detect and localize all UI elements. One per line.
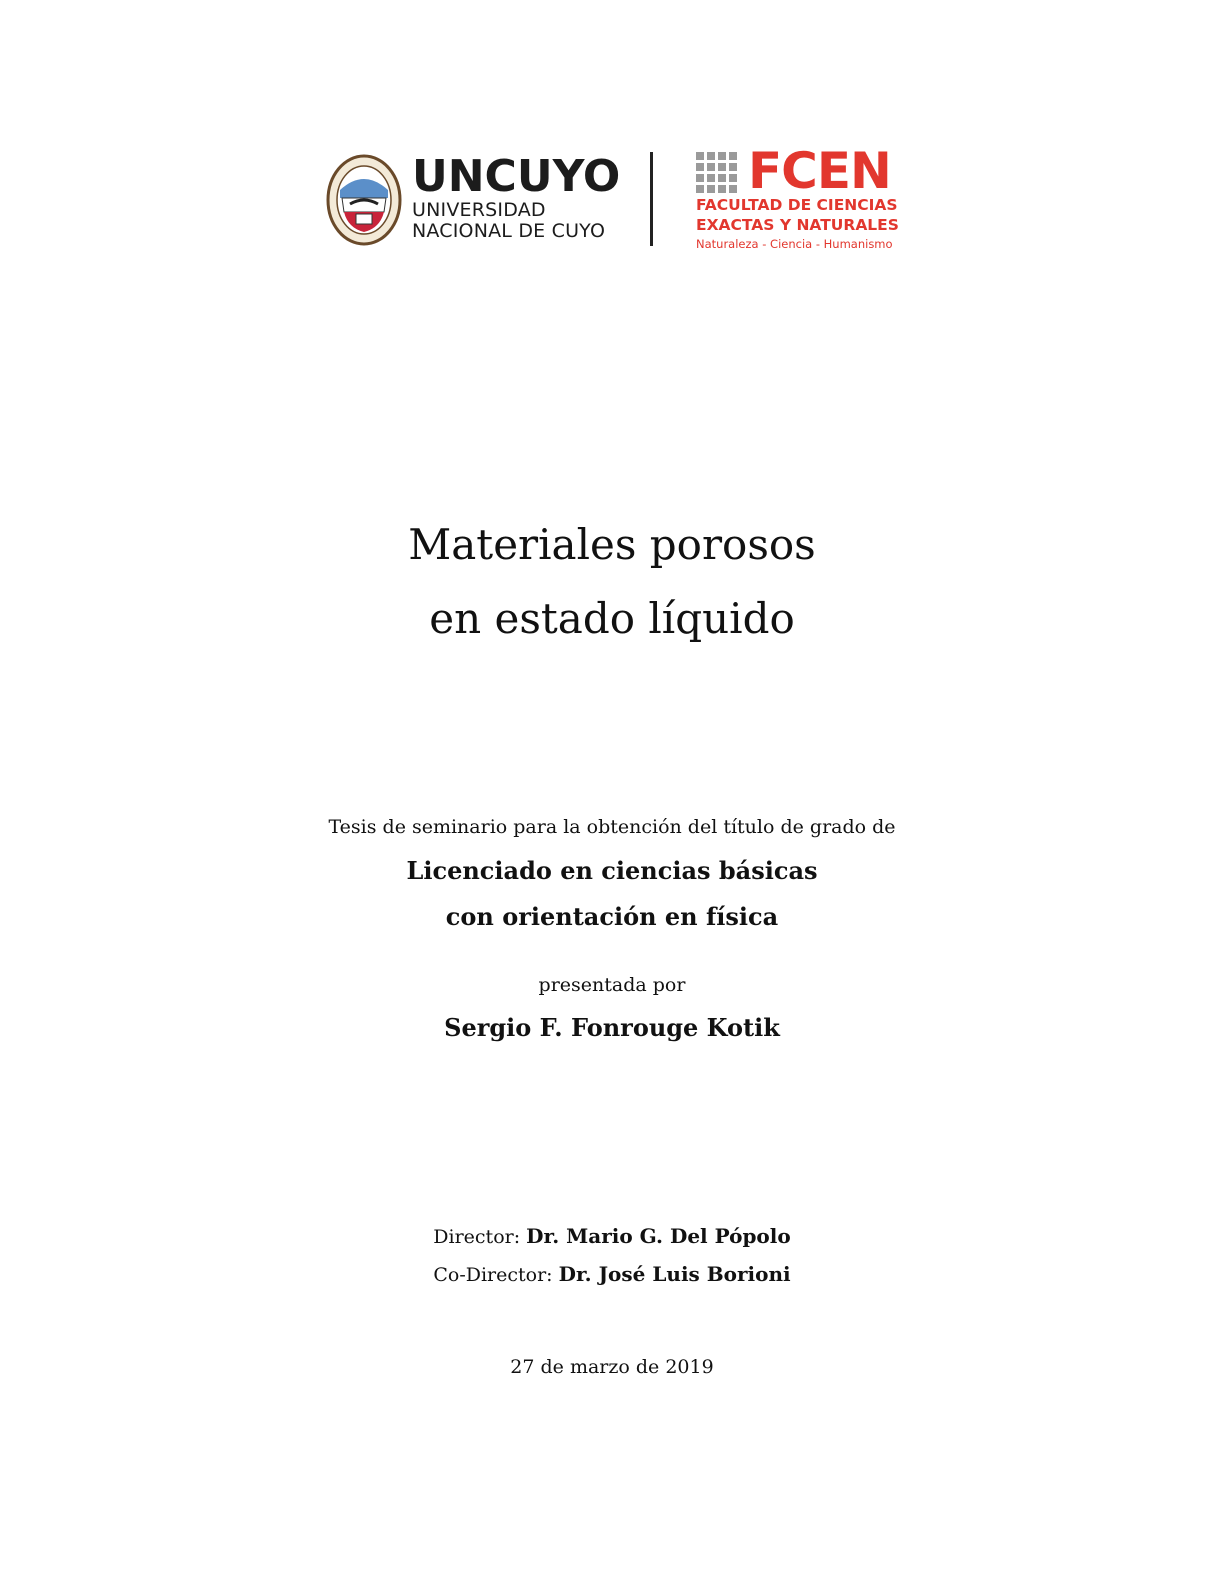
uncuyo-logo xyxy=(412,151,621,242)
header-logos xyxy=(326,142,899,252)
presented-by: presentada por xyxy=(538,974,686,996)
title-line2: en estado líquido xyxy=(429,594,795,643)
uncuyo-name: UNCUYO xyxy=(412,151,621,202)
fcen-line1: FACULTAD DE CIENCIAS xyxy=(696,196,898,214)
codirector-line xyxy=(0,1262,1224,1286)
degree-line1: Licenciado en ciencias básicas xyxy=(406,856,818,885)
fcen-name: FCEN xyxy=(748,142,891,200)
codirector-name: Dr. José Luis Borioni xyxy=(558,1262,791,1286)
university-seal-icon xyxy=(326,154,402,246)
title-line1: Materiales porosos xyxy=(408,520,816,569)
degree-line2: con orientación en física xyxy=(445,902,779,931)
codirector-label: Co-Director: xyxy=(433,1264,553,1286)
fcen-line2: EXACTAS Y NATURALES xyxy=(696,216,899,234)
uncuyo-line1: UNIVERSIDAD xyxy=(412,199,546,221)
fcen-grid-icon xyxy=(696,152,738,194)
director-label: Director: xyxy=(433,1226,521,1248)
logo-divider xyxy=(650,152,653,246)
fcen-tagline: Naturaleza - Ciencia - Humanismo xyxy=(696,237,893,251)
director-line xyxy=(0,1224,1224,1248)
thesis-subtitle: Tesis de seminario para la obtención del título de grado de xyxy=(328,816,896,838)
uncuyo-line2: NACIONAL DE CUYO xyxy=(412,220,606,242)
author-name: Sergio F. Fonrouge Kotik xyxy=(444,1013,780,1042)
director-name: Dr. Mario G. Del Pópolo xyxy=(526,1224,791,1248)
date: 27 de marzo de 2019 xyxy=(510,1356,714,1378)
